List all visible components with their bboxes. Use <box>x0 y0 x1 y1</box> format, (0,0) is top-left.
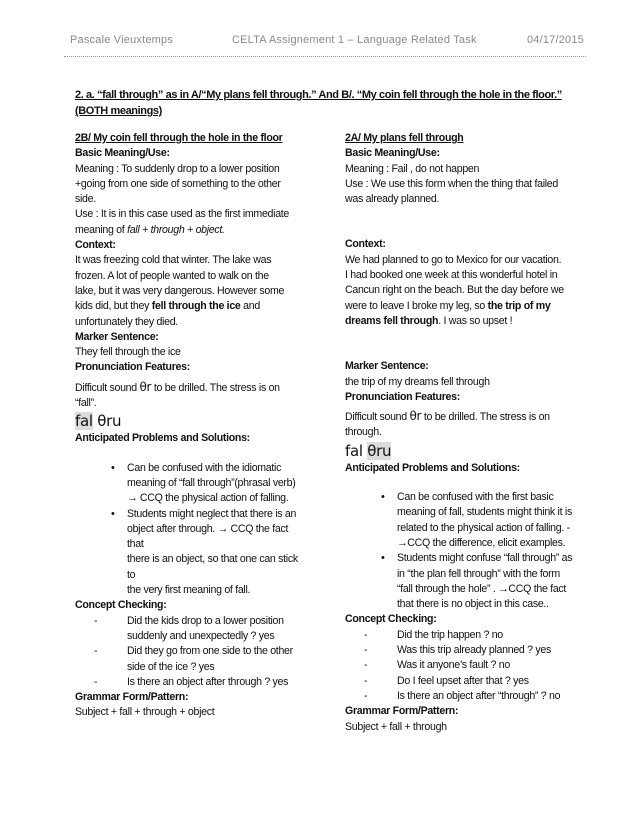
left-phonetic-stressed: fal <box>75 412 93 431</box>
left-pron-label: Pronunciation Features: <box>75 361 190 374</box>
left-basic-prefix: meaning of <box>75 223 128 236</box>
list-item <box>397 490 585 551</box>
list-item <box>397 674 585 689</box>
left-context-line: unfortunately they died. <box>75 315 178 328</box>
list-item <box>127 461 307 507</box>
list-item <box>397 628 585 643</box>
right-grammar: Subject + fall + through <box>345 720 447 733</box>
right-basic-line: was already planned. <box>345 193 440 206</box>
list-item <box>127 675 307 690</box>
left-context-prefix: kids did, but they <box>75 300 152 313</box>
right-basic-label: Basic Meaning/Use: <box>345 147 440 160</box>
left-pron-suffix: to be drilled. The stress is on <box>151 381 280 394</box>
right-context-label: Context: <box>345 238 386 251</box>
right-context-suffix: . I was so upset ! <box>438 314 513 327</box>
list-item <box>127 507 307 599</box>
header-author: Pascale Vieuxtemps <box>70 34 174 46</box>
right-marker-sentence: the trip of my dreams fell through <box>345 375 490 388</box>
left-basic-line: +going from one side of something to the other <box>75 177 281 190</box>
list-item <box>397 551 585 612</box>
right-pron-line: through. <box>345 426 382 439</box>
list-item-line: “fall through the hole” . →CCQ the fact <box>397 582 567 595</box>
left-basic-line: Meaning : To suddenly drop to a lower position <box>75 162 280 175</box>
left-grammar: Subject + fall + through + object <box>75 706 215 719</box>
right-pron-sound: θr <box>409 409 422 424</box>
list-item-line: - Is there an object after through ? yes <box>127 675 289 688</box>
left-problems-label: Anticipated Problems and Solutions: <box>75 432 250 445</box>
left-cc-label: Concept Checking: <box>75 599 167 612</box>
right-heading: 2A/ My plans fell through <box>345 132 464 144</box>
list-item-line: - Did they go from one side to the other <box>127 645 293 658</box>
left-pron-sound: θr <box>139 379 152 394</box>
right-context-line <box>345 299 585 314</box>
left-context-line: It was freezing cold that winter. The lake was <box>75 254 272 267</box>
right-phonetic-unstressed: fal <box>345 441 363 460</box>
list-item-line: side of the ice ? yes <box>127 660 215 673</box>
list-item-line: - Did the kids drop to a lower position <box>127 614 284 627</box>
list-item-line: object after through. → CCQ the fact that <box>127 522 289 551</box>
list-item-line: • Students might neglect that there is an <box>127 507 297 520</box>
list-item <box>127 644 307 675</box>
left-cc-list <box>75 614 307 690</box>
list-item-line: → CCQ the physical action of falling. <box>127 492 289 505</box>
right-context-line: I had booked one week at this wonderful hotel in <box>345 269 558 282</box>
header-divider <box>64 56 586 57</box>
left-basic-line: Use : It is in this case used as the first immediate <box>75 208 290 221</box>
list-item-line: that there is no object in this case.. <box>397 598 549 611</box>
left-context-label: Context: <box>75 239 116 252</box>
left-column <box>75 131 307 721</box>
right-cc-list <box>345 628 585 704</box>
list-item-line: meaning of fall, students might think it is <box>397 506 572 519</box>
list-item-line: • Can be confused with the first basic <box>397 491 554 504</box>
list-item-line: meaning of “fall through”(phrasal verb) <box>127 476 296 489</box>
right-basic-line: Meaning : Fail , do not happen <box>345 162 480 175</box>
list-item <box>127 614 307 645</box>
left-phonetic <box>75 411 307 431</box>
right-pron-line <box>345 409 585 425</box>
list-item-line: in “the plan fell through” with the form <box>397 567 560 580</box>
left-pron-line <box>75 380 307 396</box>
left-basic-line <box>75 223 307 238</box>
right-phonetic <box>345 441 585 461</box>
right-problems-list <box>345 490 585 612</box>
right-context-bold: the trip of my <box>487 299 551 312</box>
list-item-line: - Do I feel upset after that ? yes <box>397 674 529 687</box>
question-heading: 2. a. “fall through” as in A/“My plans fell through.” And B/. “My coin fell through the hole in the floor.” (BOTH meanings) <box>75 89 562 117</box>
right-phonetic-stressed: θru <box>367 441 392 460</box>
right-problems-label: Anticipated Problems and Solutions: <box>345 461 520 474</box>
left-phonetic-unstressed: θru <box>97 412 122 431</box>
right-marker-label: Marker Sentence: <box>345 360 429 373</box>
list-item-line: • Can be confused with the idiomatic <box>127 461 282 474</box>
right-context-bold: dreams fell through <box>345 314 439 327</box>
right-basic-line: Use : We use this form when the thing that failed <box>345 177 558 190</box>
right-pron-suffix: to be drilled. The stress is on <box>421 411 550 424</box>
right-column <box>345 131 585 735</box>
list-item <box>397 643 585 658</box>
left-problems-list <box>75 461 307 599</box>
left-context-bold: fell through the ice <box>151 300 241 313</box>
left-marker-sentence: They fell through the ice <box>75 346 181 359</box>
list-item-line: there is an object, so that one can stick to <box>127 553 298 581</box>
left-basic-line: side. <box>75 193 96 206</box>
header-date: 04/17/2015 <box>526 34 584 46</box>
list-item-line: - Is there an object after “through” ? no <box>397 689 561 702</box>
header-course: CELTA Assignement 1 – Language Related Task <box>232 34 477 46</box>
right-pron-label: Pronunciation Features: <box>345 390 460 403</box>
left-heading: 2B/ My coin fell through the hole in the floor <box>75 132 283 144</box>
page-header <box>70 34 584 50</box>
list-item <box>397 658 585 673</box>
right-context-line: We had planned to go to Mexico for our vacation. <box>345 253 562 266</box>
left-context-line: lake, but it was very dangerous. However some <box>75 284 285 297</box>
right-grammar-label: Grammar Form/Pattern: <box>345 705 459 718</box>
left-basic-formula: fall + through + object. <box>127 223 225 236</box>
left-pron-line: “fall”. <box>75 397 97 410</box>
left-grammar-label: Grammar Form/Pattern: <box>75 691 189 704</box>
right-context-line: Cancun right on the beach. But the day before we <box>345 284 564 297</box>
list-item-line: suddenly and unexpectedly ? yes <box>127 629 275 642</box>
list-item-line: - Was it anyone’s fault ? no <box>397 659 510 672</box>
left-pron-prefix: Difficult sound <box>75 381 140 394</box>
list-item-line: - Was this trip already planned ? yes <box>397 644 551 657</box>
right-cc-label: Concept Checking: <box>345 613 437 626</box>
list-item-line: • Students might confuse “fall through” as <box>397 552 573 565</box>
list-item-line: - Did the trip happen ? no <box>397 628 503 641</box>
list-item <box>397 689 585 704</box>
list-item-line: the very first meaning of fall. <box>127 584 251 597</box>
left-context-line: frozen. A lot of people wanted to walk on the <box>75 269 269 282</box>
right-context-prefix: were to leave I broke my leg, so <box>345 299 488 312</box>
list-item-line: →CCQ the difference, elicit examples. <box>397 536 566 549</box>
left-marker-label: Marker Sentence: <box>75 330 159 343</box>
left-context-suffix: and <box>240 300 260 313</box>
right-pron-prefix: Difficult sound <box>345 411 410 424</box>
right-context-line <box>345 314 585 329</box>
left-context-line <box>75 299 307 314</box>
list-item-line: related to the physical action of falling. - <box>397 521 570 534</box>
left-basic-label: Basic Meaning/Use: <box>75 147 170 160</box>
